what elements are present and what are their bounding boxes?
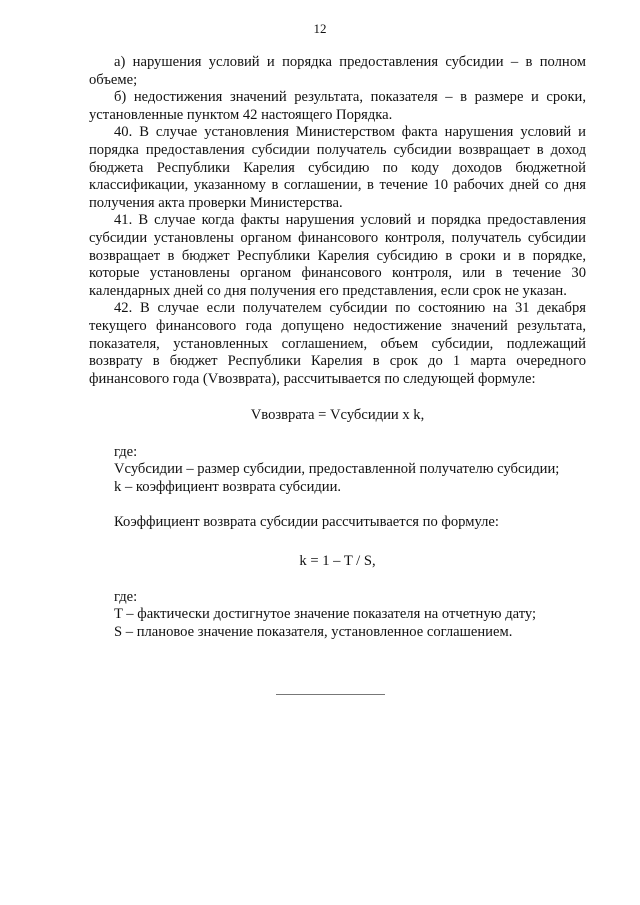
end-divider [276,694,385,695]
paragraph-42: 42. В случае если получателем субсидии по состоянию на 31 декабря текущего финансового года допущено недостижение значений результата, показателя, установленных соглашением, объем субсидии, подлежащий возврату в бюджет Республики Карелия в срок до 1 марта очередного финансового года (Vвозврата), рассчитывается по следующей формуле: [89,300,586,387]
paragraph-b: б) недостижения значений результата, показателя – в размере и сроки, установленные пунктом 42 настоящего Порядка. [89,89,586,123]
definition-k: k – коэффициент возврата субсидии. [114,479,342,496]
definition-t: T – фактически достигнутое значение показателя на отчетную дату; [114,606,537,623]
where-label-2: где: [114,588,138,605]
paragraph-40: 40. В случае установления Министерством факта нарушения условий и порядка предоставления субсидии получатель субсидии возвращает в доход бюджета Республики Карелия субсидию по коду доходов бюджетной классификации, указанному в соглашении, в течение 10 рабочих дней со дня получения акта проверки Министерства. [89,124,586,211]
coefficient-intro: Коэффициент возврата субсидии рассчитывается по формуле: [114,513,499,530]
page-number: 12 [313,21,327,36]
formula-refund-volume: Vвозврата = Vсубсидии x k, [250,407,425,424]
spacer [89,497,586,514]
formula-coefficient: k = 1 – T / S, [299,553,376,570]
document-body [89,54,586,642]
where-label-1: где: [114,443,138,460]
paragraph-41: 41. В случае когда факты нарушения условий и порядка предоставления субсидии установлены органом финансового контроля, получатель субсидии возвращает в бюджет Республики Карелия субсидию в сроки и в порядке, которые установлены органом финансового контроля, или в течение 30 календарных дней со дня получения его представления, если срок не указан. [89,212,586,299]
paragraph-a: а) нарушения условий и порядка предоставления субсидии – в полном объеме; [89,54,586,88]
definition-vsubsidy: Vсубсидии – размер субсидии, предоставленной получателю субсидии; [114,461,560,478]
definition-s: S – плановое значение показателя, установленное соглашением. [114,624,513,641]
